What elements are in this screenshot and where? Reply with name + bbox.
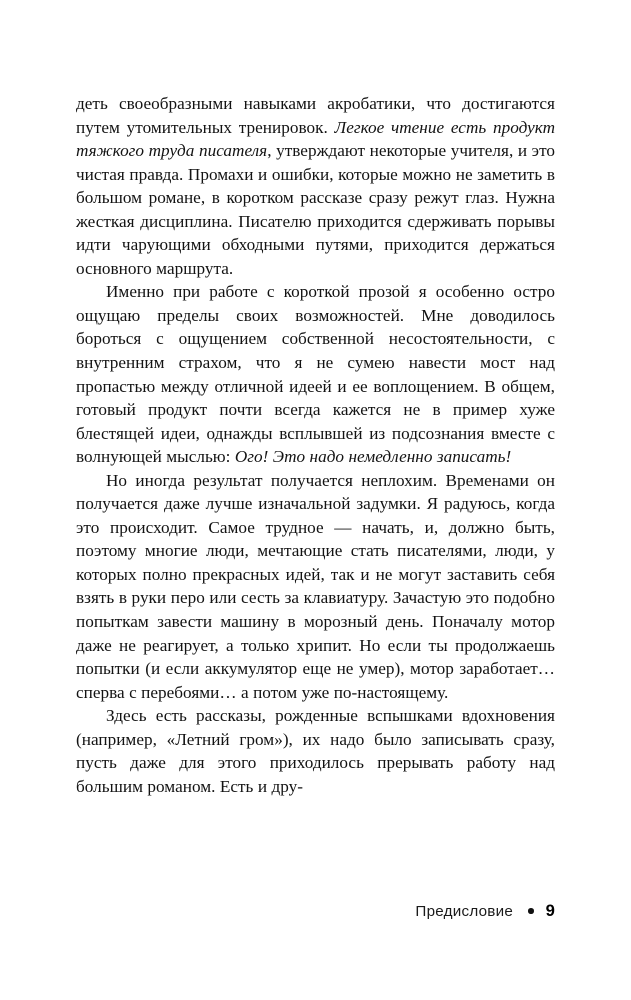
body-paragraph — [76, 704, 555, 798]
paragraph-run-text: деть своеобразными навыками акробатики, что достигаются путем утомительных тренировок. — [76, 94, 555, 137]
page-footer — [76, 899, 555, 923]
bullet-dot-icon — [528, 908, 534, 914]
footer-chapter-label: Предисловие — [415, 902, 514, 920]
paragraph-run-text: Именно при работе с короткой прозой я особенно остро ощущаю пределы своих возможностей. Мне доводилось бороться с ощущением собственной несостоятельности, с внутренним страхом, что я не сумею навести мост над пропастью между отличной идеей и ее воплощением. В общем, готовый продукт почти всегда кажется не в пример хуже блестящей идеи, однажды всплывшей из подсознания вместе с волнующей мыслью: — [76, 282, 555, 467]
paragraph-run-text: , утверждают некоторые учителя, и это чистая правда. Промахи и ошибки, которые можно не заметить в большом романе, в коротком рассказе сразу режут глаз. Нужна жесткая дисциплина. Писателю приходится сдерживать порывы идти чарующими обходными путями, приходится держаться основного маршрута. — [76, 141, 555, 278]
page-text-block — [76, 92, 555, 798]
paragraph-run-text: Здесь есть рассказы, рожденные вспышками вдохновения (например, «Летний гром»), их надо было записывать сразу, пусть даже для этого приходилось прерывать работу над большим романом. Есть и дру- — [76, 706, 555, 796]
paragraph-run-emphasis: Легкое чтение есть продукт тяжкого труда писателя — [76, 117, 556, 161]
body-paragraph — [76, 92, 555, 280]
paragraph-run-text: Но иногда результат получается неплохим. Временами он получается даже лучше изначальной задумки. Я радуюсь, когда это происходит. Самое трудное — начать, и, должно быть, поэтому многие люди, мечтающие стать писателями, люди, у которых полно прекрасных идей, так и не могут заставить себя взять в руки перо или сесть за клавиатуру. Зачастую это подобно попыткам завести машину в морозный день. Поначалу мотор даже не реагирует, а только хрипит. Но если ты продолжаешь попытки (и если аккумулятор еще не умер), мотор заработает… сперва с перебоями… а потом уже по-настоящему. — [76, 470, 555, 702]
body-paragraph — [76, 469, 555, 704]
page-number: 9 — [545, 901, 555, 920]
paragraph-run-emphasis: Ого! Это надо немедленно записать! — [234, 447, 512, 467]
body-paragraph — [76, 280, 555, 468]
